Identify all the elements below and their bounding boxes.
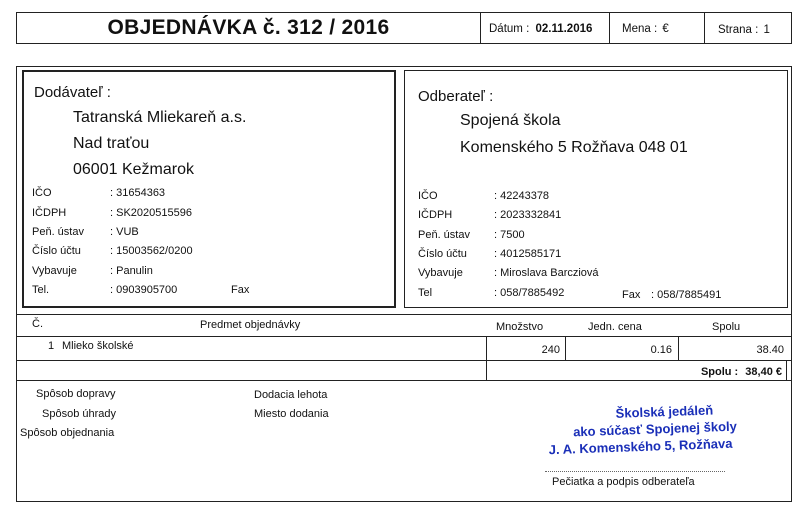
supplier-account-value: : 15003562/0200 <box>110 245 193 257</box>
date-field <box>489 23 592 35</box>
page-field <box>718 24 770 36</box>
supplier-heading: Dodávateľ : <box>34 84 111 101</box>
date-value: 02.11.2016 <box>535 23 593 35</box>
table-row <box>0 340 800 358</box>
currency-label: Mena : <box>622 23 658 35</box>
page-value: 1 <box>763 24 770 36</box>
table-top-line <box>16 314 792 315</box>
currency-value: € <box>662 23 669 35</box>
row-price: 0.16 <box>650 344 672 356</box>
supplier-ico-label: IČO <box>32 187 52 199</box>
table-header-line <box>16 336 792 337</box>
stamp-line-3: J. A. Komenského 5, Rožňava <box>548 435 733 458</box>
supplier-account-label: Číslo účtu <box>32 245 81 257</box>
customer-bank-value: : 7500 <box>494 229 525 241</box>
supplier-icdph-value: : SK2020515596 <box>110 207 192 219</box>
page-label: Strana : <box>718 24 759 36</box>
stamp-line-1: Školská jedáleň <box>615 402 714 421</box>
signature-label: Pečiatka a podpis odberateľa <box>552 476 695 488</box>
supplier-phone-label: Tel. <box>32 284 50 296</box>
supplier-icdph-label: IČDPH <box>32 207 67 219</box>
supplier-street: Nad traťou <box>73 135 150 152</box>
customer-account-value: : 4012585171 <box>494 248 562 260</box>
delivery-term-label: Dodacia lehota <box>254 389 328 401</box>
customer-heading: Odberateľ : <box>418 88 494 105</box>
customer-account-label: Číslo účtu <box>418 248 467 260</box>
row-total: 38.40 <box>756 344 784 356</box>
table-bottom-line <box>16 380 792 381</box>
customer-fax-label: Fax <box>622 289 641 301</box>
col-header-subject: Predmet objednávky <box>200 319 301 331</box>
row-no: 1 <box>48 340 55 352</box>
customer-icdph-label: IČDPH <box>418 209 453 221</box>
supplier-bank-label: Peň. ústav <box>32 226 84 238</box>
sum-label: Spolu : <box>700 366 739 378</box>
customer-fax-value: : 058/7885491 <box>651 289 722 301</box>
supplier-contact-value: : Panulin <box>110 265 153 277</box>
customer-name: Spojená škola <box>460 112 561 129</box>
customer-ico-label: IČO <box>418 190 438 202</box>
col-header-total: Spolu <box>712 321 741 333</box>
supplier-name: Tatranská Mliekareň a.s. <box>73 109 247 126</box>
signature-line <box>545 471 725 472</box>
row-qty: 240 <box>541 344 560 356</box>
table-sum <box>640 366 782 378</box>
customer-contact-value: : Miroslava Barcziová <box>494 267 599 279</box>
col-header-price: Jedn. cena <box>588 321 642 333</box>
supplier-box <box>22 70 396 308</box>
ordering-label: Spôsob objednania <box>20 427 115 439</box>
stamp-line-2: ako súčasť Spojenej školy <box>572 418 738 440</box>
currency-field <box>622 23 669 35</box>
col-header-qty: Množstvo <box>496 321 544 333</box>
payment-label: Spôsob úhrady <box>42 408 116 420</box>
supplier-fax-label: Fax <box>231 284 250 296</box>
customer-phone-label: Tel <box>418 287 433 299</box>
sum-value: 38,40 € <box>745 366 782 378</box>
customer-phone-value: : 058/7885492 <box>494 287 565 299</box>
table-row-line <box>16 360 792 361</box>
supplier-city: 06001 Kežmarok <box>73 161 194 178</box>
delivery-place-label: Miesto dodania <box>254 408 329 420</box>
row-item: Mlieko školské <box>62 340 134 352</box>
customer-stamp <box>519 400 761 459</box>
document-title: OBJEDNÁVKA č. 312 / 2016 <box>107 16 390 39</box>
customer-address: Komenského 5 Rožňava 048 01 <box>460 139 688 156</box>
customer-contact-label: Vybavuje <box>418 267 463 279</box>
customer-ico-value: : 42243378 <box>494 190 550 202</box>
date-label: Dátum : <box>489 23 530 35</box>
customer-bank-label: Peň. ústav <box>418 229 470 241</box>
customer-icdph-value: : 2023332841 <box>494 209 562 221</box>
sum-right-border <box>786 360 787 380</box>
transport-label: Spôsob dopravy <box>36 388 116 400</box>
supplier-phone-value: : 0903905700 <box>110 284 178 296</box>
supplier-bank-value: : VUB <box>110 226 139 238</box>
supplier-contact-label: Vybavuje <box>32 265 77 277</box>
col-header-no: Č. <box>32 318 43 330</box>
supplier-ico-value: : 31654363 <box>110 187 166 199</box>
